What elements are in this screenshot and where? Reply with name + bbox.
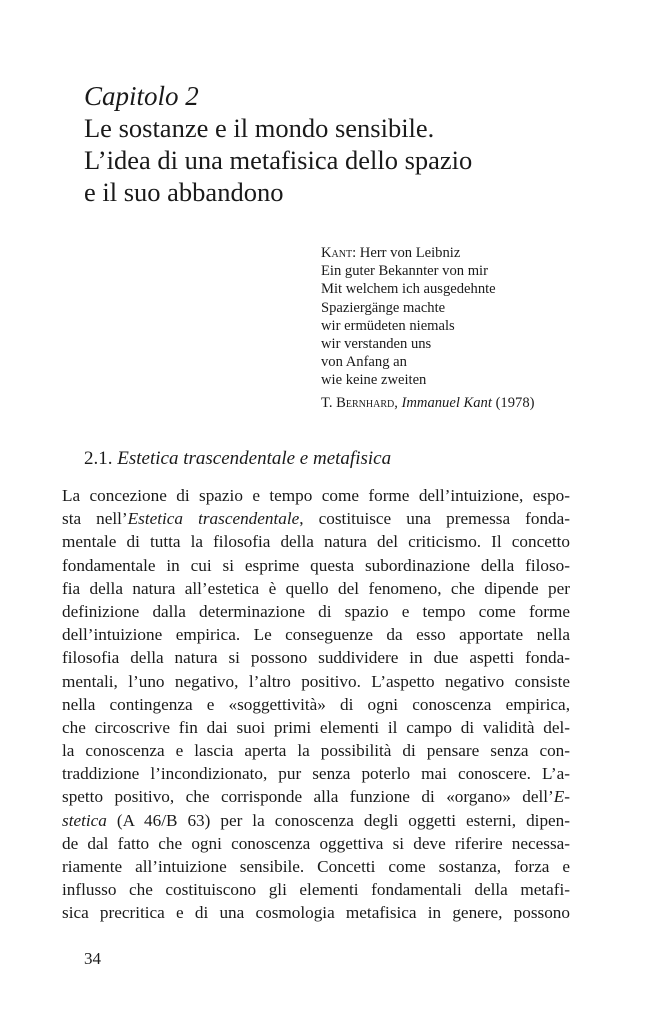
epigraph-line: Ein guter Bekannter von mir <box>321 263 488 280</box>
body-line: filosofia della natura si possono suddividere in due aspetti fonda- <box>62 648 570 668</box>
body-text-run: (A 46/B 63) per la conoscenza degli oggetti esterni, dipen- <box>106 810 570 830</box>
epigraph-line: Mit welchem ich ausgedehnte <box>321 281 496 298</box>
body-italic-run: stetica <box>62 810 107 830</box>
epigraph-line: Spaziergänge machte <box>321 299 446 316</box>
attribution-separator: , <box>394 394 402 411</box>
attribution-initial: T. <box>321 394 337 411</box>
chapter-title-line: Le sostanze e il mondo sensibile. <box>84 113 435 143</box>
body-line: dell’intuizione empirica. Le conseguenze da esso apportate nella <box>62 625 570 645</box>
epigraph-line: wir ermüdeten niemals <box>321 317 455 334</box>
body-line: traddizione l’incondizionato, pur senza poterlo mai conoscere. L’a- <box>62 764 570 784</box>
body-line: fondamentale in cui si esprime questa subordinazione della filoso- <box>62 555 570 575</box>
body-line: de dal fatto che ogni conoscenza oggettiva si deve riferire necessa- <box>62 833 570 853</box>
attribution-year: (1978) <box>491 394 535 411</box>
body-line: La concezione di spazio e tempo come forme dell’intuizione, espo- <box>62 486 570 505</box>
section-title: Estetica trascendentale e metafisica <box>117 448 392 469</box>
chapter-title-line: L’idea di una metafisica dello spazio <box>84 145 473 175</box>
body-line: mentali, l’uno negativo, l’altro positivo. L’aspetto negativo consiste <box>62 671 570 691</box>
epigraph-line: von Anfang an <box>321 354 407 371</box>
epigraph-attribution <box>321 394 534 412</box>
body-line: che circoscrive fin dai suoi primi elementi il campo di validità del- <box>62 717 570 737</box>
body-line: influsso che costituiscono gli elementi fondamentali della metafi- <box>62 880 570 900</box>
body-line: definizione dalla determinazione di spazio e tempo come forme <box>62 601 570 621</box>
attribution-surname: Bernhard <box>336 394 395 411</box>
body-line: sica precritica e di una cosmologia metafisica in genere, possono <box>62 903 570 923</box>
epigraph <box>321 244 534 412</box>
body-line: nella contingenza e «soggettività» di ogni conoscenza empirica, <box>62 694 570 714</box>
body-italic-run: Estetica trascendentale <box>127 509 300 529</box>
chapter-title-line: e il suo abbandono <box>84 177 284 207</box>
body-text-run: spetto positivo, che corrisponde alla funzione di «organo» dell’ <box>62 787 554 807</box>
chapter-label: Capitolo 2 <box>84 81 199 111</box>
section-number: 2.1. <box>84 448 118 469</box>
body-line <box>62 809 570 832</box>
epigraph-line: wir verstanden uns <box>321 336 432 353</box>
page-number: 34 <box>84 949 101 968</box>
section-heading <box>84 447 391 471</box>
body-text-run: sta nell’ <box>62 509 128 529</box>
chapter-title <box>84 112 472 208</box>
epigraph-speaker: Kant <box>321 245 353 261</box>
body-line <box>62 507 570 530</box>
attribution-work: Immanuel Kant <box>401 394 492 411</box>
body-line: mentale di tutta la filosofia della natura del criticismo. Il concetto <box>62 532 570 552</box>
body-line: riamente all’intuizione sensibile. Concetti come sostanza, forza e <box>62 857 570 876</box>
epigraph-line <box>321 244 534 262</box>
body-paragraph <box>62 484 570 925</box>
epigraph-line: wie keine zweiten <box>321 372 427 389</box>
body-line: fia della natura all’estetica è quello del fenomeno, che dipende per <box>62 578 570 598</box>
body-text-run: , costituisce una premessa fonda- <box>299 509 570 529</box>
body-line <box>62 785 570 808</box>
body-italic-run: E- <box>553 787 570 807</box>
epigraph-first-line-text: : Herr von Leibniz <box>352 245 461 261</box>
body-line: la conoscenza e lascia aperta la possibilità di pensare senza con- <box>62 741 570 761</box>
